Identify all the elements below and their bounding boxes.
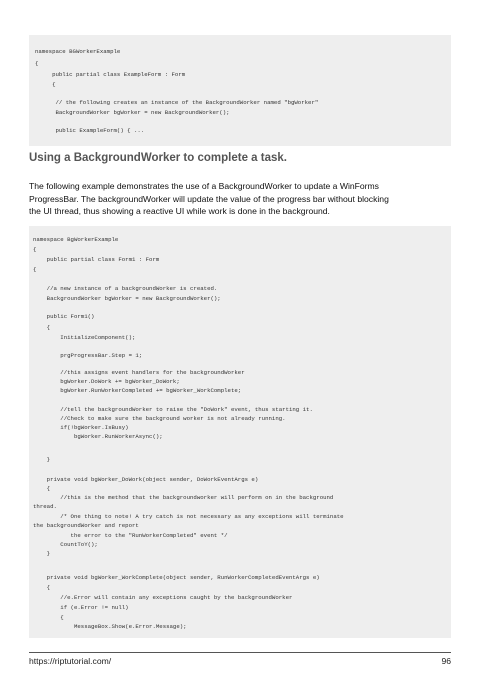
code-line: // the following creates an instance of the BackgroundWorker named "bgWorker" xyxy=(35,99,319,106)
code-line: InitializeComponent(); xyxy=(33,334,136,341)
code-line: private void bgWorker_WorkComplete(object sender, RunWorkerCompletedEventArgs e) xyxy=(33,574,320,581)
code-line: //this assigns event handlers for the backgroundWorker xyxy=(33,369,245,376)
code-line: { xyxy=(33,324,51,331)
code-block-2 xyxy=(29,226,451,638)
code-line: //a new instance of a backgroundWorker is created. xyxy=(33,285,218,292)
code-line: namespace BgWorkerExample xyxy=(33,236,119,243)
code-line: { xyxy=(33,614,64,621)
code-line: public Form1() xyxy=(33,313,95,320)
code-line: //Check to make sure the background worker is not already running. xyxy=(33,415,286,422)
code-line: bgWorker.DoWork += bgWorker_DoWork; xyxy=(33,378,180,385)
code-line: } xyxy=(33,456,51,463)
code-line: //this is the method that the backgroundworker will perform on in the background xyxy=(33,494,334,501)
code-line: CountToY(); xyxy=(33,541,98,548)
section-heading: Using a BackgroundWorker to complete a task. xyxy=(29,152,287,164)
code-line: public partial class Form1 : Form xyxy=(33,256,160,263)
code-line: the backgroundWorker and report xyxy=(33,522,139,529)
code-line: thread. xyxy=(33,503,57,510)
code-line: //e.Error will contain any exceptions caught by the backgroundWorker xyxy=(33,594,293,601)
code-line: private void bgWorker_DoWork(object sender, DoWorkEventArgs e) xyxy=(33,476,259,483)
code-line: { xyxy=(33,485,51,492)
intro-paragraph xyxy=(29,180,454,218)
page-number: 96 xyxy=(441,656,451,666)
code-line: namespace BGWorkerExample xyxy=(35,48,121,55)
code-line: { xyxy=(35,60,39,67)
code-line: { xyxy=(33,584,51,591)
code-line: } xyxy=(33,550,51,557)
code-line: bgWorker.RunWorkerCompleted += bgWorker_WorkComplete; xyxy=(33,387,242,394)
code-line: { xyxy=(33,266,37,273)
code-line: /* One thing to note! A try catch is not necessary as any exceptions will terminate xyxy=(33,513,344,520)
code-line: prgProgressBar.Step = 1; xyxy=(33,352,143,359)
footer-url[interactable]: https://riptutorial.com/ xyxy=(29,656,112,666)
code-line: public partial class ExampleForm : Form xyxy=(35,71,186,78)
code-line: public ExampleForm() { ... xyxy=(35,127,145,134)
paragraph-line: ProgressBar. The backgroundWorker will update the value of the progress bar without blocking xyxy=(29,193,389,204)
code-line: if(!bgWorker.IsBusy) xyxy=(33,424,129,431)
code-line: { xyxy=(35,81,56,88)
code-line: if (e.Error != null) xyxy=(33,604,129,611)
code-line: bgWorker.RunWorkerAsync(); xyxy=(33,433,163,440)
code-line: { xyxy=(33,246,37,253)
footer-divider xyxy=(29,652,451,653)
code-line: BackgroundWorker bgWorker = new BackgroundWorker(); xyxy=(33,295,221,302)
code-line: //tell the backgroundWorker to raise the "DoWork" event, thus starting it. xyxy=(33,406,313,413)
code-line: MessageBox.Show(e.Error.Message); xyxy=(33,623,187,630)
paragraph-line: The following example demonstrates the use of a BackgroundWorker to update a WinForms xyxy=(29,181,379,191)
code-block-1 xyxy=(29,35,451,146)
code-line: BackgroundWorker bgWorker = new BackgroundWorker(); xyxy=(35,109,230,116)
code-line: the error to the "RunWorkerCompleted" event */ xyxy=(33,532,228,539)
paragraph-line: the UI thread, thus showing a reactive UI while work is done in the background. xyxy=(29,206,330,216)
